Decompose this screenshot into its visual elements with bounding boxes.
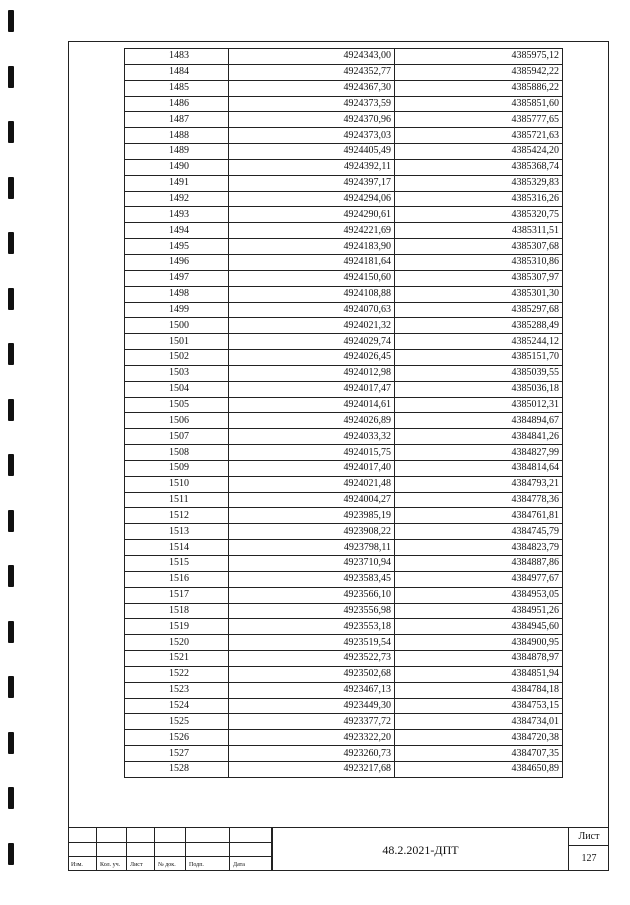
binder-hole: [8, 399, 14, 421]
title-block-label: Дата: [233, 862, 245, 868]
sheet-label: Лист: [569, 828, 609, 846]
y-coordinate-cell: 4384778,36: [395, 492, 563, 508]
x-coordinate-cell: 4923985,19: [229, 508, 395, 524]
title-block-cell: [127, 842, 155, 857]
point-number-cell: 1491: [125, 175, 229, 191]
point-number-cell: 1488: [125, 128, 229, 144]
x-coordinate-cell: 4924021,48: [229, 476, 395, 492]
point-number-cell: 1518: [125, 603, 229, 619]
table-row: [125, 318, 563, 334]
y-coordinate-cell: 4384650,89: [395, 761, 563, 777]
table-row: [125, 476, 563, 492]
point-number-cell: 1502: [125, 350, 229, 366]
point-number-cell: 1507: [125, 429, 229, 445]
table-row: [125, 746, 563, 762]
table-row: [125, 334, 563, 350]
table-row: [125, 128, 563, 144]
table-row: [125, 302, 563, 318]
title-block-cell: [68, 842, 97, 857]
x-coordinate-cell: 4924221,69: [229, 223, 395, 239]
point-number-cell: 1494: [125, 223, 229, 239]
x-coordinate-cell: 4924017,40: [229, 460, 395, 476]
binder-hole: [8, 288, 14, 310]
sheet-number: 127: [581, 853, 597, 864]
x-coordinate-cell: 4924290,61: [229, 207, 395, 223]
x-coordinate-cell: 4923449,30: [229, 698, 395, 714]
x-coordinate-cell: 4924070,63: [229, 302, 395, 318]
point-number-cell: 1498: [125, 286, 229, 302]
table-row: [125, 429, 563, 445]
y-coordinate-cell: 4385012,31: [395, 397, 563, 413]
point-number-cell: 1485: [125, 80, 229, 96]
point-number-cell: 1527: [125, 746, 229, 762]
point-number-cell: 1503: [125, 365, 229, 381]
x-coordinate-cell: 4924392,11: [229, 159, 395, 175]
x-coordinate-cell: 4924004,27: [229, 492, 395, 508]
y-coordinate-cell: 4385297,68: [395, 302, 563, 318]
title-block-cell: [97, 842, 127, 857]
point-number-cell: 1525: [125, 714, 229, 730]
table-row: [125, 492, 563, 508]
y-coordinate-cell: 4384841,26: [395, 429, 563, 445]
y-coordinate-cell: 4385942,22: [395, 64, 563, 80]
point-number-cell: 1506: [125, 413, 229, 429]
x-coordinate-cell: 4923908,22: [229, 524, 395, 540]
table-row: [125, 635, 563, 651]
y-coordinate-cell: 4384761,81: [395, 508, 563, 524]
title-block-label: Кол. уч.: [100, 862, 121, 868]
table-row: [125, 508, 563, 524]
y-coordinate-cell: 4384945,60: [395, 619, 563, 635]
table-row: [125, 381, 563, 397]
y-coordinate-cell: 4385368,74: [395, 159, 563, 175]
y-coordinate-cell: 4385151,70: [395, 350, 563, 366]
x-coordinate-cell: 4924373,03: [229, 128, 395, 144]
binder-hole: [8, 121, 14, 143]
title-block-cell: [155, 842, 186, 857]
binder-hole: [8, 621, 14, 643]
x-coordinate-cell: 4923583,45: [229, 571, 395, 587]
title-block-label: Подп.: [189, 862, 204, 868]
table-row: [125, 144, 563, 160]
title-block-cell: [230, 827, 272, 842]
point-number-cell: 1496: [125, 254, 229, 270]
y-coordinate-cell: 4384823,79: [395, 540, 563, 556]
x-coordinate-cell: 4924033,32: [229, 429, 395, 445]
x-coordinate-cell: 4923467,13: [229, 682, 395, 698]
y-coordinate-cell: 4384734,01: [395, 714, 563, 730]
y-coordinate-cell: 4385329,83: [395, 175, 563, 191]
table-row: [125, 350, 563, 366]
point-number-cell: 1521: [125, 651, 229, 667]
table-row: [125, 112, 563, 128]
point-number-cell: 1493: [125, 207, 229, 223]
y-coordinate-cell: 4385316,26: [395, 191, 563, 207]
point-number-cell: 1500: [125, 318, 229, 334]
point-number-cell: 1514: [125, 540, 229, 556]
binder-hole: [8, 232, 14, 254]
binder-hole: [8, 732, 14, 754]
x-coordinate-cell: 4923553,18: [229, 619, 395, 635]
table-row: [125, 397, 563, 413]
coordinates-table-body: [125, 49, 563, 778]
x-coordinate-cell: 4924294,06: [229, 191, 395, 207]
y-coordinate-cell: 4384753,15: [395, 698, 563, 714]
x-coordinate-cell: 4923798,11: [229, 540, 395, 556]
x-coordinate-cell: 4924181,64: [229, 254, 395, 270]
point-number-cell: 1490: [125, 159, 229, 175]
table-row: [125, 682, 563, 698]
x-coordinate-cell: 4923522,73: [229, 651, 395, 667]
table-row: [125, 365, 563, 381]
point-number-cell: 1483: [125, 49, 229, 65]
y-coordinate-cell: 4384793,21: [395, 476, 563, 492]
y-coordinate-cell: 4384894,67: [395, 413, 563, 429]
binder-hole: [8, 787, 14, 809]
table-row: [125, 286, 563, 302]
binder-hole: [8, 676, 14, 698]
table-row: [125, 651, 563, 667]
x-coordinate-cell: 4924405,49: [229, 144, 395, 160]
point-number-cell: 1528: [125, 761, 229, 777]
table-row: [125, 270, 563, 286]
y-coordinate-cell: 4385307,97: [395, 270, 563, 286]
binder-hole: [8, 343, 14, 365]
title-block-cell: [127, 827, 155, 842]
table-row: [125, 714, 563, 730]
binder-hole: [8, 843, 14, 865]
x-coordinate-cell: 4924370,96: [229, 112, 395, 128]
title-block-label: Лист: [130, 862, 143, 868]
table-row: [125, 445, 563, 461]
x-coordinate-cell: 4924026,45: [229, 350, 395, 366]
x-coordinate-cell: 4924150,60: [229, 270, 395, 286]
y-coordinate-cell: 4384951,26: [395, 603, 563, 619]
table-row: [125, 619, 563, 635]
x-coordinate-cell: 4924108,88: [229, 286, 395, 302]
title-block-cell: [97, 827, 127, 842]
title-block-cell: [155, 827, 186, 842]
point-number-cell: 1489: [125, 144, 229, 160]
binder-holes: [4, 0, 18, 905]
table-row: [125, 96, 563, 112]
x-coordinate-cell: 4924014,61: [229, 397, 395, 413]
y-coordinate-cell: 4385301,30: [395, 286, 563, 302]
table-row: [125, 556, 563, 572]
table-row: [125, 587, 563, 603]
point-number-cell: 1520: [125, 635, 229, 651]
table-row: [125, 191, 563, 207]
x-coordinate-cell: 4923556,98: [229, 603, 395, 619]
point-number-cell: 1522: [125, 666, 229, 682]
title-block-label: № док.: [158, 862, 176, 868]
table-row: [125, 413, 563, 429]
point-number-cell: 1487: [125, 112, 229, 128]
title-block-cell: [230, 842, 272, 857]
point-number-cell: 1513: [125, 524, 229, 540]
x-coordinate-cell: 4924397,17: [229, 175, 395, 191]
title-block-cell: [68, 827, 97, 842]
y-coordinate-cell: 4385039,55: [395, 365, 563, 381]
y-coordinate-cell: 4384814,64: [395, 460, 563, 476]
point-number-cell: 1504: [125, 381, 229, 397]
title-block-label: Изм.: [71, 862, 83, 868]
y-coordinate-cell: 4385244,12: [395, 334, 563, 350]
y-coordinate-cell: 4384953,05: [395, 587, 563, 603]
point-number-cell: 1516: [125, 571, 229, 587]
y-coordinate-cell: 4385851,60: [395, 96, 563, 112]
table-row: [125, 698, 563, 714]
point-number-cell: 1505: [125, 397, 229, 413]
coordinates-table: [124, 48, 563, 778]
x-coordinate-cell: 4924373,59: [229, 96, 395, 112]
point-number-cell: 1495: [125, 239, 229, 255]
title-block-cell: [186, 827, 230, 842]
point-number-cell: 1499: [125, 302, 229, 318]
x-coordinate-cell: 4924367,30: [229, 80, 395, 96]
x-coordinate-cell: 4923377,72: [229, 714, 395, 730]
table-row: [125, 49, 563, 65]
x-coordinate-cell: 4923710,94: [229, 556, 395, 572]
y-coordinate-cell: 4384887,86: [395, 556, 563, 572]
table-row: [125, 460, 563, 476]
x-coordinate-cell: 4923502,68: [229, 666, 395, 682]
point-number-cell: 1524: [125, 698, 229, 714]
y-coordinate-cell: 4385307,68: [395, 239, 563, 255]
table-row: [125, 223, 563, 239]
table-row: [125, 666, 563, 682]
table-row: [125, 207, 563, 223]
point-number-cell: 1526: [125, 730, 229, 746]
binder-hole: [8, 66, 14, 88]
point-number-cell: 1519: [125, 619, 229, 635]
y-coordinate-cell: 4384900,95: [395, 635, 563, 651]
table-row: [125, 571, 563, 587]
point-number-cell: 1517: [125, 587, 229, 603]
document-code: 48.2.2021-ДПТ: [272, 827, 568, 871]
x-coordinate-cell: 4924343,00: [229, 49, 395, 65]
table-row: [125, 175, 563, 191]
x-coordinate-cell: 4924029,74: [229, 334, 395, 350]
table-row: [125, 524, 563, 540]
y-coordinate-cell: 4384827,99: [395, 445, 563, 461]
table-row: [125, 64, 563, 80]
table-row: [125, 239, 563, 255]
x-coordinate-cell: 4924015,75: [229, 445, 395, 461]
point-number-cell: 1492: [125, 191, 229, 207]
x-coordinate-cell: 4923217,68: [229, 761, 395, 777]
y-coordinate-cell: 4385721,63: [395, 128, 563, 144]
point-number-cell: 1523: [125, 682, 229, 698]
point-number-cell: 1508: [125, 445, 229, 461]
y-coordinate-cell: 4385320,75: [395, 207, 563, 223]
y-coordinate-cell: 4385424,20: [395, 144, 563, 160]
binder-hole: [8, 177, 14, 199]
point-number-cell: 1515: [125, 556, 229, 572]
x-coordinate-cell: 4924183,90: [229, 239, 395, 255]
y-coordinate-cell: 4385975,12: [395, 49, 563, 65]
y-coordinate-cell: 4384707,35: [395, 746, 563, 762]
x-coordinate-cell: 4924012,98: [229, 365, 395, 381]
point-number-cell: 1484: [125, 64, 229, 80]
y-coordinate-cell: 4385886,22: [395, 80, 563, 96]
point-number-cell: 1509: [125, 460, 229, 476]
point-number-cell: 1510: [125, 476, 229, 492]
binder-hole: [8, 510, 14, 532]
binder-hole: [8, 454, 14, 476]
y-coordinate-cell: 4385311,51: [395, 223, 563, 239]
point-number-cell: 1511: [125, 492, 229, 508]
y-coordinate-cell: 4384878,97: [395, 651, 563, 667]
y-coordinate-cell: 4384745,79: [395, 524, 563, 540]
sheet-box: [568, 827, 609, 871]
point-number-cell: 1497: [125, 270, 229, 286]
binder-hole: [8, 10, 14, 32]
y-coordinate-cell: 4384784,18: [395, 682, 563, 698]
x-coordinate-cell: 4923519,54: [229, 635, 395, 651]
table-row: [125, 159, 563, 175]
x-coordinate-cell: 4924021,32: [229, 318, 395, 334]
x-coordinate-cell: 4923322,20: [229, 730, 395, 746]
y-coordinate-cell: 4385288,49: [395, 318, 563, 334]
y-coordinate-cell: 4385310,86: [395, 254, 563, 270]
point-number-cell: 1512: [125, 508, 229, 524]
point-number-cell: 1501: [125, 334, 229, 350]
y-coordinate-cell: 4384720,38: [395, 730, 563, 746]
table-row: [125, 761, 563, 777]
x-coordinate-cell: 4924017,47: [229, 381, 395, 397]
x-coordinate-cell: 4923566,10: [229, 587, 395, 603]
x-coordinate-cell: 4924026,89: [229, 413, 395, 429]
table-row: [125, 254, 563, 270]
title-block-cell: [186, 842, 230, 857]
y-coordinate-cell: 4384851,94: [395, 666, 563, 682]
y-coordinate-cell: 4385777,65: [395, 112, 563, 128]
table-row: [125, 80, 563, 96]
y-coordinate-cell: 4385036,18: [395, 381, 563, 397]
table-row: [125, 603, 563, 619]
binder-hole: [8, 565, 14, 587]
table-row: [125, 540, 563, 556]
x-coordinate-cell: 4923260,73: [229, 746, 395, 762]
x-coordinate-cell: 4924352,77: [229, 64, 395, 80]
y-coordinate-cell: 4384977,67: [395, 571, 563, 587]
table-row: [125, 730, 563, 746]
point-number-cell: 1486: [125, 96, 229, 112]
